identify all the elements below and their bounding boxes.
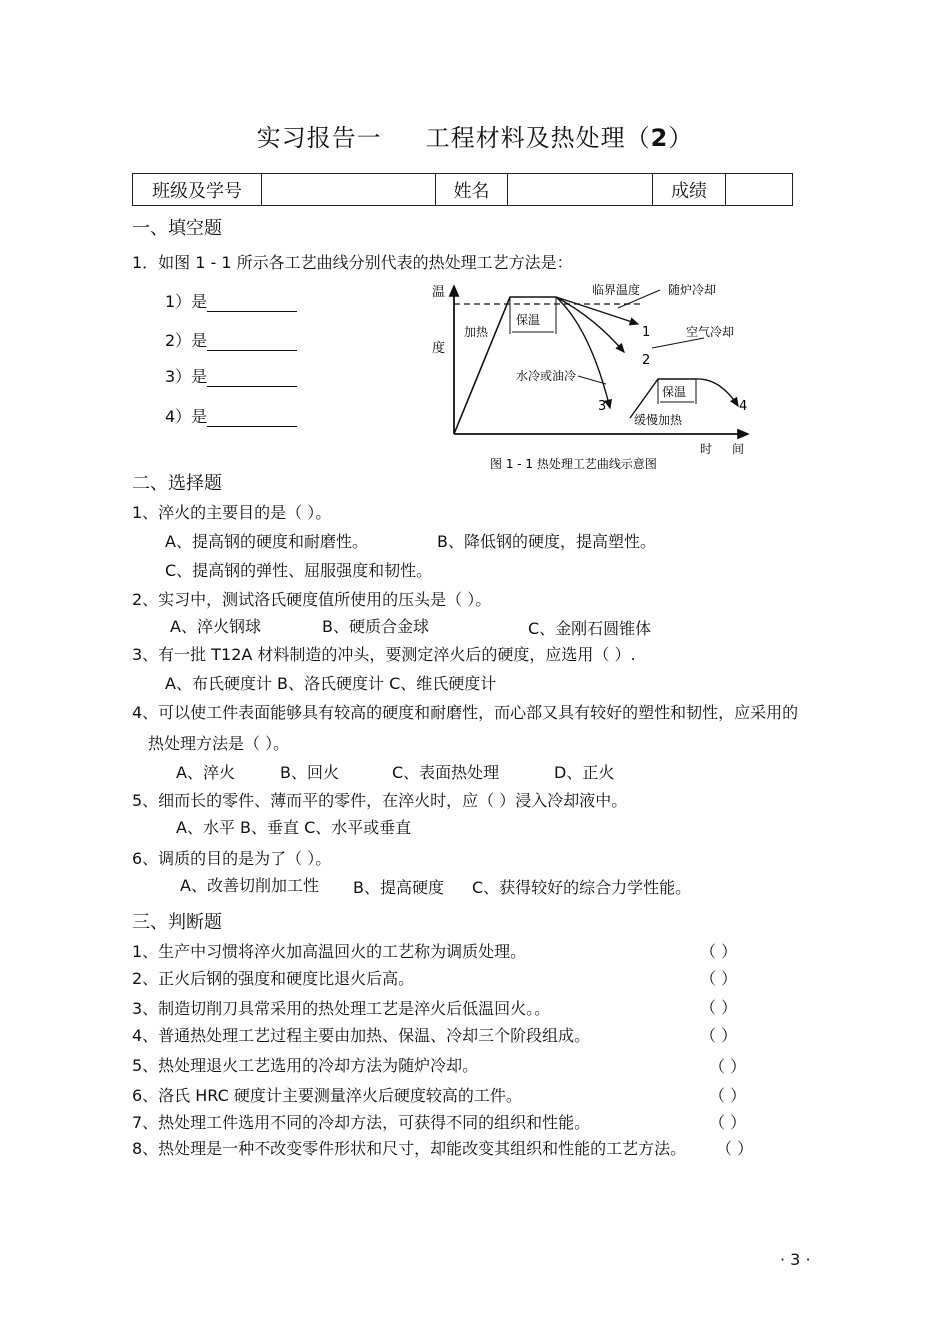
choice-q4-d[interactable]: D、正火 xyxy=(554,763,615,782)
choice-q6: 6、调质的目的是为了（ ）。 xyxy=(132,849,332,868)
y-label-bottom: 度 xyxy=(432,341,446,356)
curve-number-1: 1 xyxy=(642,325,651,340)
judge-answer-6[interactable]: （ ） xyxy=(709,1086,747,1105)
class-field[interactable] xyxy=(262,174,436,206)
x-label-b: 间 xyxy=(732,442,745,456)
blank-4-line[interactable] xyxy=(207,410,297,427)
judge-item-1: 1、生产中习惯将淬火加高温回火的工艺称为调质处理。 xyxy=(132,942,527,961)
choice-q2: 2、实习中，测试洛氏硬度值所使用的压头是（ ）。 xyxy=(132,590,492,609)
curve-number-2: 2 xyxy=(642,353,651,368)
judge-answer-5[interactable]: （ ） xyxy=(709,1057,747,1076)
judge-answer-2[interactable]: （ ） xyxy=(700,969,738,988)
label-furnace-cool: 随炉冷却 xyxy=(668,283,717,297)
title-close: ） xyxy=(668,124,694,152)
choice-q2-b[interactable]: B、硬质合金球 xyxy=(322,617,429,636)
choice-q6-b[interactable]: B、提高硬度 xyxy=(353,878,444,897)
blank-4[interactable] xyxy=(165,404,297,427)
label-air-cool: 空气冷却 xyxy=(686,325,735,339)
info-table xyxy=(132,173,793,206)
blank-1[interactable] xyxy=(165,289,297,312)
curve-4-cool xyxy=(696,379,738,406)
label-holding2: 保温 xyxy=(662,385,687,399)
choice-q6-c[interactable]: C、获得较好的综合力学性能。 xyxy=(472,878,692,897)
x-label-a: 时 xyxy=(700,442,713,456)
score-field[interactable] xyxy=(726,174,793,206)
figure-caption: 图 1 - 1 热处理工艺曲线示意图 xyxy=(490,457,657,471)
choice-q1-a[interactable]: A、提高钢的硬度和耐磨性。 xyxy=(165,532,368,551)
choice-q4-line2: 热处理方法是（ ）。 xyxy=(148,734,290,753)
choice-q6-a[interactable]: A、改善切削加工性 xyxy=(180,876,319,895)
choice-q1: 1、淬火的主要目的是（ ）。 xyxy=(132,503,332,522)
title-number: 2 xyxy=(650,124,669,152)
blank-3-line[interactable] xyxy=(207,370,297,387)
label-holding: 保温 xyxy=(516,313,541,327)
label-slow-heat: 缓慢加热 xyxy=(634,413,683,427)
curve-number-3: 3 xyxy=(598,399,607,414)
choice-q1-b[interactable]: B、降低钢的硬度，提高塑性。 xyxy=(437,532,656,551)
label-water-oil: 水冷或油冷 xyxy=(516,369,577,383)
judge-answer-7[interactable]: （ ） xyxy=(709,1113,747,1132)
section-judge-heading: 三、判断题 xyxy=(132,912,222,933)
name-field[interactable] xyxy=(508,174,653,206)
choice-q1-c[interactable]: C、提高钢的弹性、屈服强度和韧性。 xyxy=(165,561,433,580)
judge-item-4: 4、普通热处理工艺过程主要由加热、保温、冷却三个阶段组成。 xyxy=(132,1026,591,1045)
blank-2-label: 2）是 xyxy=(165,331,208,350)
title-main: 实习报告一 xyxy=(256,124,382,152)
judge-item-2: 2、正火后钢的强度和硬度比退火后高。 xyxy=(132,969,415,988)
section-choice-heading: 二、选择题 xyxy=(132,473,222,494)
judge-item-3: 3、制造切削刀具常采用的热处理工艺是淬火后低温回火。。 xyxy=(132,999,551,1018)
choice-q3: 3、有一批 T12A 材料制造的冲头，要测定淬火后的硬度，应选用（ ）. xyxy=(132,645,636,664)
choice-q4-a[interactable]: A、淬火 xyxy=(176,763,235,782)
section-fill-heading: 一、填空题 xyxy=(132,218,222,239)
curve-2-air xyxy=(556,297,624,352)
title-subject: 工程材料及热处理（ xyxy=(425,124,651,152)
heating-curve xyxy=(454,297,556,434)
blank-2-line[interactable] xyxy=(207,334,297,351)
choice-q4-line1: 4、可以使工件表面能够具有较高的硬度和耐磨性，而心部又具有较好的塑性和韧性，应采用的 xyxy=(132,703,799,722)
pointer-air xyxy=(652,338,704,348)
judge-answer-4[interactable]: （ ） xyxy=(700,1026,738,1045)
choice-q3-options[interactable]: A、布氏硬度计 B、洛氏硬度计 C、维氏硬度计 xyxy=(165,674,497,693)
choice-q2-c[interactable]: C、金刚石圆锥体 xyxy=(528,619,652,638)
blank-1-line[interactable] xyxy=(207,295,297,312)
judge-item-8: 8、热处理是一种不改变零件形状和尺寸，却能改变其组织和性能的工艺方法。 xyxy=(132,1139,687,1158)
choice-q2-a[interactable]: A、淬火钢球 xyxy=(170,617,261,636)
blank-3[interactable] xyxy=(165,364,297,387)
page-title xyxy=(0,118,950,153)
judge-answer-3[interactable]: （ ） xyxy=(700,998,738,1017)
label-critical-temp: 临界温度 xyxy=(592,283,641,297)
blank-4-label: 4）是 xyxy=(165,407,208,426)
judge-item-6: 6、洛氏 HRC 硬度计主要测量淬火后硬度较高的工件。 xyxy=(132,1086,522,1105)
curve-number-4: 4 xyxy=(739,399,748,414)
judge-item-7: 7、热处理工件选用不同的冷却方法，可获得不同的组织和性能。 xyxy=(132,1113,591,1132)
blank-3-label: 3）是 xyxy=(165,367,208,386)
judge-answer-1[interactable]: （ ） xyxy=(700,942,738,961)
choice-q5-options[interactable]: A、水平 B、垂直 C、水平或垂直 xyxy=(176,818,412,837)
choice-q4-c[interactable]: C、表面热处理 xyxy=(392,763,500,782)
page-number: · 3 · xyxy=(780,1250,811,1269)
blank-2[interactable] xyxy=(165,328,297,351)
y-label-top: 温 xyxy=(432,285,446,300)
judge-item-5: 5、热处理退火工艺选用的冷却方法为随炉冷却。 xyxy=(132,1056,479,1075)
class-label: 班级及学号 xyxy=(133,174,262,206)
blank-1-label: 1）是 xyxy=(165,292,208,311)
label-heating: 加热 xyxy=(464,325,489,339)
heat-treatment-diagram xyxy=(420,278,770,476)
score-label: 成绩 xyxy=(653,174,726,206)
choice-q5: 5、细而长的零件、薄而平的零件，在淬火时，应（ ）浸入冷却液中。 xyxy=(132,791,628,810)
question-fill-1: 1．如图 1 - 1 所示各工艺曲线分别代表的热处理工艺方法是： xyxy=(132,253,573,272)
choice-q4-b[interactable]: B、回火 xyxy=(280,763,339,782)
judge-answer-8[interactable]: （ ） xyxy=(716,1139,754,1158)
name-label: 姓名 xyxy=(436,174,508,206)
